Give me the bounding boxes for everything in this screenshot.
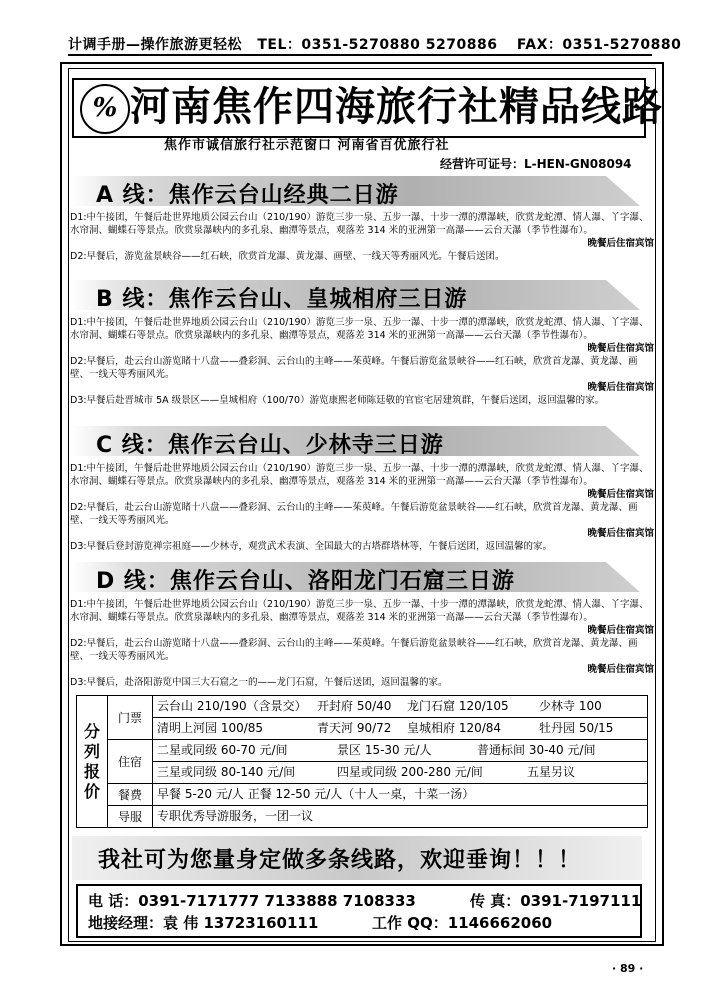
ticket-mudan: 牡丹园 50/15: [539, 721, 614, 735]
route-d-note1: 晚餐后住宿宾馆: [587, 625, 654, 636]
ticket-yuntai: 云台山 210/190（含景交）: [157, 699, 307, 713]
route-d-day1: D1:中午接团，午餐后赴世界地质公园云台山（210/190）游览三步一泉、五步一瀑、十步一潭的潭瀑峡，欣赏龙蛇潭、情人瀑、丫字瀑、水帘洞、蝴蝶石等景点。欣赏泉瀑峡内的多孔泉、幽潭等景点，观落差 314 米的亚洲第一高瀑——云台天瀑（季节性瀑布）。: [70, 599, 649, 623]
top-slogan: 计调手册—操作旅游更轻松: [68, 37, 242, 53]
lodging-4star: 四星或同级 200-280 元/间: [337, 765, 483, 779]
lodging-scenic: 景区 15-30 元/人: [337, 743, 432, 757]
route-b-title: B 线：焦作云台山、皇城相府三日游: [96, 287, 468, 312]
ticket-qingming: 清明上河园 100/85: [157, 721, 264, 735]
route-d-day3: D3:早餐后，赴洛阳游览中国三大石窟之一的——龙门石窟，午餐后送团，返回温馨的家。: [70, 677, 448, 688]
lodging-standard: 普通标间 30-40 元/间: [477, 743, 596, 757]
lodging-2star: 二星或同级 60-70 元/间: [157, 743, 288, 757]
agency-logo-icon: %: [80, 84, 130, 134]
lodging-5star: 五星另议: [527, 765, 576, 779]
route-d-title: D 线：焦作云台山、洛阳龙门石窟三日游: [96, 569, 515, 594]
meal-label: 餐费: [108, 784, 153, 806]
contact-phone: 电 话：0391-7171777 7133888 7108333: [88, 892, 416, 910]
meal-row: 早餐 5-20 元/人 正餐 12-50 元/人（十人一桌，十菜一汤）: [153, 784, 648, 806]
route-a-day1: D1:中午接团，午餐后赴世界地质公园云台山（210/190）游览三步一泉、五步一瀑、十步一潭的潭瀑峡，欣赏龙蛇潭、情人瀑、丫字瀑、水帘洞、蝴蝶石等景点。欣赏泉瀑峡内的多孔泉、幽潭等景点，观落差 314 米的亚洲第一高瀑——云台天瀑（季节性瀑布）。: [70, 212, 649, 236]
lodging-3star: 三星或同级 80-140 元/间: [157, 765, 296, 779]
route-b-day3: D3:早餐后赴晋城市 5A 级景区——皇城相府（100/70）游览康熙老师陈廷敬的官宦宅居建筑群，午餐后送团，返回温馨的家。: [70, 395, 605, 406]
top-bar: [68, 34, 682, 56]
route-a-note: 晚餐后住宿宾馆: [587, 238, 654, 249]
route-b-itinerary: [70, 316, 654, 407]
route-a-day2: D2:早餐后，游览盆景峡谷——红石峡，欣赏首龙瀑、黄龙瀑、画壁、一线天等秀丽风光。午餐后送团。: [70, 251, 505, 262]
ticket-shaolin: 少林寺 100: [539, 699, 602, 713]
contact-manager: 地接经理：袁 伟 13723160111: [88, 914, 319, 932]
lodging-row-2: [153, 762, 648, 784]
route-a-title: A 线：焦作云台山经典二日游: [96, 183, 399, 208]
price-table: [76, 695, 648, 828]
route-d-itinerary: [70, 598, 654, 689]
route-c-day2: D2:早餐后，赴云台山游览睹十八盘——叠彩洞、云台山的主峰——茱萸峰。午餐后游览盆景峡谷——红石峡，欣赏首龙瀑、黄龙瀑、画壁、一线天等秀丽风光。: [70, 502, 638, 526]
ticket-row-2: [153, 718, 648, 740]
page-title: 河南焦作四海旅行社精品线路: [130, 83, 663, 130]
slogan-text: 我社可为您量身定做多条线路，欢迎垂询！！！: [98, 848, 582, 873]
ticket-label: 门票: [108, 696, 153, 740]
route-a-itinerary: [70, 211, 654, 263]
page-number: · 89 ·: [612, 962, 644, 975]
price-heading: 分列报价: [77, 696, 108, 828]
contact-qq: 工作 QQ：1146662060: [372, 914, 553, 932]
ticket-qingtianhe: 青天河 90/72: [317, 721, 392, 735]
route-b-day2: D2:早餐后，赴云台山游览睹十八盘——叠彩洞、云台山的主峰——茱萸峰。午餐后游览盆景峡谷——红石峡，欣赏首龙瀑、黄龙瀑、画壁、一线天等秀丽风光。: [70, 356, 638, 380]
route-c-day3: D3:早餐后登封游览禅宗祖庭——少林寺，观赏武术表演、全国最大的古塔群塔林等，午餐后送团，返回温馨的家。: [70, 541, 553, 552]
contact-fax: 传 真：0391-7197111: [470, 892, 642, 910]
lodging-row-1: [153, 740, 648, 762]
route-c-note2: 晚餐后住宿宾馆: [587, 528, 654, 539]
route-c-day1: D1:中午接团，午餐后赴世界地质公园云台山（210/190）游览三步一泉、五步一瀑、十步一潭的潭瀑峡，欣赏龙蛇潭、情人瀑、丫字瀑、水帘洞、蝴蝶石等景点。欣赏泉瀑峡内的多孔泉、幽潭等景点，观落差 314 米的亚洲第一高瀑——云台天瀑（季节性瀑布）。: [70, 463, 649, 487]
ticket-huangcheng: 皇城相府 120/84: [407, 721, 502, 735]
ticket-kaifeng: 开封府 50/40: [317, 699, 392, 713]
route-c-itinerary: [70, 462, 654, 553]
page-subtitle: 焦作市诚信旅行社示范窗口 河南省百优旅行社: [164, 138, 450, 153]
ticket-longmen: 龙门石窟 120/105: [407, 699, 509, 713]
route-d-note2: 晚餐后住宿宾馆: [587, 664, 654, 675]
route-d-day2: D2:早餐后，赴云台山游览睹十八盘——叠彩洞、云台山的主峰——茱萸峰。午餐后游览盆景峡谷——红石峡，欣赏首龙瀑、黄龙瀑、画壁、一线天等秀丽风光。: [70, 638, 638, 662]
top-tel: TEL：0351-5270880 5270886: [257, 37, 498, 53]
route-b-note1: 晚餐后住宿宾馆: [587, 343, 654, 354]
route-c-title: C 线：焦作云台山、少林寺三日游: [96, 433, 444, 458]
lodging-label: 住宿: [108, 740, 153, 784]
license-number: 经营许可证号：L-HEN-GN08094: [440, 157, 632, 171]
route-b-note2: 晚餐后住宿宾馆: [587, 382, 654, 393]
ticket-row-1: [153, 696, 648, 718]
guide-label: 导服: [108, 806, 153, 828]
top-fax: FAX：0351-5270880: [516, 37, 682, 53]
guide-row: 专职优秀导游服务，一团一议: [153, 806, 648, 828]
route-c-note1: 晚餐后住宿宾馆: [587, 489, 654, 500]
route-b-day1: D1:中午接团，午餐后赴世界地质公园云台山（210/190）游览三步一泉、五步一瀑、十步一潭的潭瀑峡，欣赏龙蛇潭、情人瀑、丫字瀑、水帘洞、蝴蝶石等景点。欣赏泉瀑峡内的多孔泉、幽潭等景点，观落差 314 米的亚洲第一高瀑——云台天瀑（季节性瀑布）。: [70, 317, 649, 341]
